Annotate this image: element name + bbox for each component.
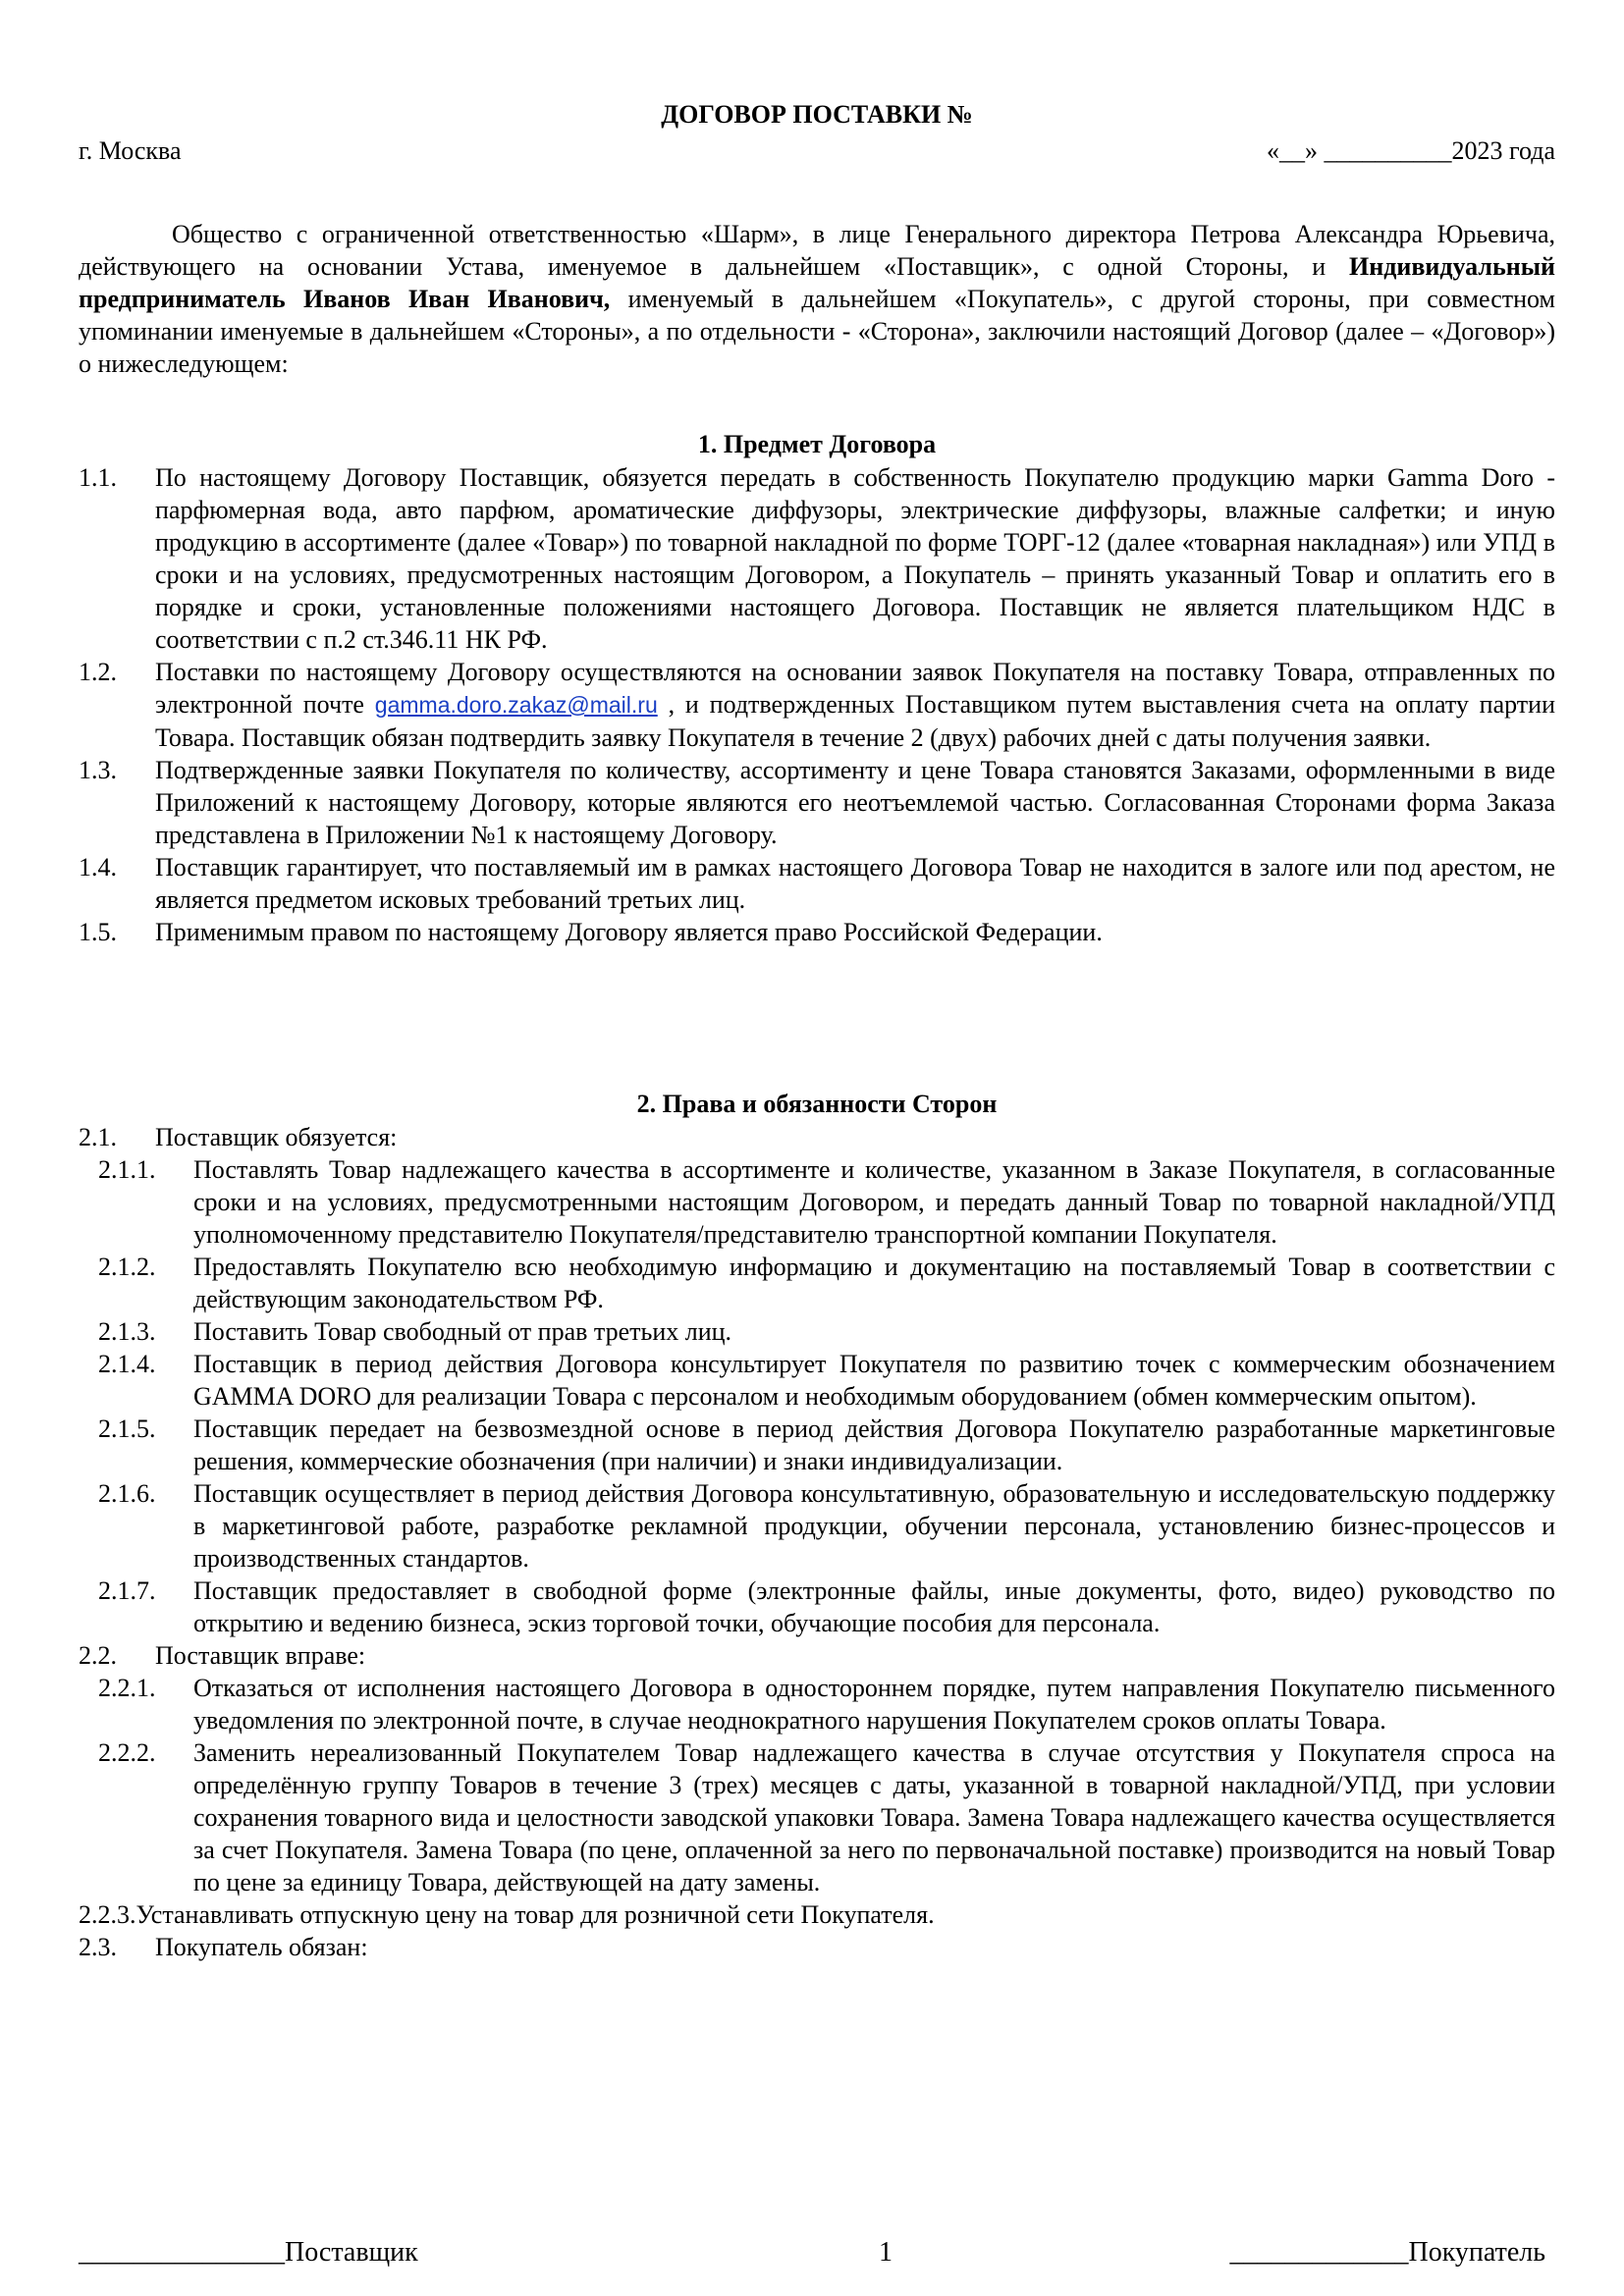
clause-text: Предоставлять Покупателю всю необходимую информацию и документацию на поставляемый Товар в соответствии с действующим законодательством РФ. [193,1253,1555,1313]
clause-text: Применимым правом по настоящему Договору является право Российской Федерации. [155,918,1103,946]
clause-2-1-2 [79,1251,1555,1315]
clause-2-2-2 [79,1736,1555,1898]
section-1-list [79,461,1555,948]
clause-2-2-3 [79,1898,1555,1931]
section-1-heading: 1. Предмет Договора [697,430,937,458]
clause-number: 2.1.4. [98,1350,156,1378]
intro-text-2: именуемый в дальнейшем «Покупатель», с другой стороны, при совместном упоминании именуемые в дальнейшем «Стороны», а по отдельности - «Сторона», заключили настоящий Договор (далее – «Договор») о нижеследующем: [79,285,1555,378]
clause-text [155,656,1555,754]
clause-1-2 [79,656,1555,754]
clause-number: 2.2.3. [79,1900,136,1929]
clause-number: 2.2.1. [98,1674,156,1702]
section-2-list [79,1121,1555,1963]
email-link[interactable]: gamma.doro.zakaz@mail.ru [374,692,658,718]
clause-text: Поставщик осуществляет в период действия Договора консультативную, образовательную и исследовательскую поддержку в маркетинговой работе, разработке рекламной продукции, обучении персонала, установлению бизнес-процессов и производственных стандартов. [193,1479,1555,1573]
clause-text: Поставить Товар свободный от прав третьих лиц. [193,1317,732,1346]
clause-number: 2.2. [79,1641,117,1670]
document-title: ДОГОВОР ПОСТАВКИ № [661,100,973,129]
clause-2-2 [79,1639,1555,1672]
clause-text: Поставщик вправе: [155,1641,366,1670]
contract-city: г. Москва [79,136,182,165]
clause-text: По настоящему Договору Поставщик, обязуется передать в собственность Покупателю продукцию марки Gamma Doro - парфюмерная вода, авто парфюм, ароматические диффузоры, электрические диффузоры, влажные салфетки; и иную продукцию в ассортименте (далее «Товар») по товарной накладной по форме ТОРГ-12 (далее «товарная накладная») или УПД в сроки и на условиях, предусмотренных настоящим Договором, а Покупатель – принять указанный Товар и оплатить его в порядке и сроки, установленные положениями настоящего Договора. Поставщик не является плательщиком НДС в соответствии с п.2 ст.346.11 НК РФ. [155,463,1555,654]
contract-date: «__» __________2023 года [1266,136,1555,165]
clause-number: 1.4. [79,853,117,881]
intro-text-1: Общество с ограниченной ответственностью «Шарм», в лице Генерального директора Петрова Александра Юрьевича, действующего на основании Устава, именуемое в дальнейшем «Поставщик», с одной Стороны, и [79,220,1555,281]
clause-2-1-3 [79,1315,1555,1348]
clause-number: 1.1. [79,463,117,492]
clause-text: Подтвержденные заявки Покупателя по количеству, ассортименту и цене Товара становятся Заказами, оформленными в виде Приложений к настоящему Договору, которые являются его неотъемлемой частью. Согласованная Сторонами форма Заказа представлена в Приложении №1 к настоящему Договору. [155,756,1555,849]
clause-2-1-5 [79,1413,1555,1477]
clause-number: 2.1.2. [98,1253,156,1281]
clause-text-part: , и подтвержденных Поставщиком путем выставления счета на оплату партии Товара. Поставщик обязан подтвердить заявку Покупателя в течение 2 (двух) рабочих дней с даты получения заявки. [155,690,1555,752]
page-number: 1 [879,2237,893,2268]
clause-number: 2.1.5. [98,1415,156,1443]
clause-text-part: Поставки по настоящему Договору осуществляются на основании заявок Покупателя на поставку Товара, отправленных по электронной почте [155,658,1555,719]
clause-2-2-1 [79,1672,1555,1736]
clause-2-1-4 [79,1348,1555,1413]
clause-text: Поставщик передает на безвозмездной основе в период действия Договора Покупателю разработанные маркетинговые решения, коммерческие обозначения (при наличии) и знаки индивидуализации. [193,1415,1555,1475]
clause-text: Поставщик гарантирует, что поставляемый им в рамках настоящего Договора Товар не находится в залоге или под арестом, не является предметом исковых требований третьих лиц. [155,853,1555,914]
clause-1-3 [79,754,1555,851]
clause-number: 2.2.2. [98,1738,156,1767]
clause-1-4 [79,851,1555,916]
section-2-heading: 2. Права и обязанности Сторон [636,1090,998,1118]
clause-2-3 [79,1931,1555,1963]
clause-number: 2.1. [79,1123,117,1151]
clause-text: Отказаться от исполнения настоящего Договора в одностороннем порядке, путем направления Покупателю письменного уведомления по электронной почте, в случае неоднократного нарушения Покупателем сроков оплаты Товара. [193,1674,1555,1735]
clause-text: Поставщик предоставляет в свободной форме (электронные файлы, иные документы, фото, видео) руководство по открытию и ведению бизнеса, эскиз торговой точки, обучающие пособия для персонала. [193,1576,1555,1637]
intro-buyer-name: Индивидуальный предприниматель Иванов Иван Иванович, [79,252,1555,313]
clause-text: Поставщик обязуется: [155,1123,398,1151]
clause-number: 1.3. [79,756,117,784]
clause-2-1-1 [79,1153,1555,1251]
clause-text: Покупатель обязан: [155,1933,368,1961]
clause-number: 2.1.7. [98,1576,156,1605]
clause-number: 2.1.6. [98,1479,156,1508]
clause-number: 1.5. [79,918,117,946]
clause-text: Заменить нереализованный Покупателем Товар надлежащего качества в случае отсутствия у Покупателя спроса на определённую группу Товаров в течение 3 (трех) месяцев с даты, указанной в товарной накладной/УПД, при условии сохранения товарного вида и целостности заводской упаковки Товара. Замена Товара надлежащего качества осуществляется за счет Покупателя. Замена Товара (по цене, оплаченной за него по первоначальной поставке) производится на новый Товар по цене за единицу Товара, действующей на дату замены. [193,1738,1555,1896]
clause-number: 2.1.1. [98,1155,156,1184]
clause-2-1-6 [79,1477,1555,1575]
clause-1-1 [79,461,1555,656]
clause-1-5 [79,916,1555,948]
supplier-signature-line: _______________Поставщик [79,2237,418,2268]
clause-number: 2.3. [79,1933,117,1961]
clause-text: Устанавливать отпускную цену на товар для розничной сети Покупателя. [135,1900,935,1929]
buyer-signature-line: _____________Покупатель [1229,2237,1545,2268]
clause-number: 1.2. [79,658,117,686]
clause-2-1-7 [79,1575,1555,1639]
intro-paragraph [79,218,1555,380]
clause-text: Поставлять Товар надлежащего качества в ассортименте и количестве, указанном в Заказе Покупателя, в согласованные сроки и на условиях, предусмотренными настоящим Договором, и передать данный Товар по товарной накладной/УПД уполномоченному представителю Покупателя/представителю транспортной компании Покупателя. [193,1155,1555,1249]
clause-2-1 [79,1121,1555,1153]
clause-text: Поставщик в период действия Договора консультирует Покупателя по развитию точек с коммерческим обозначением GAMMA DORO для реализации Товара с персоналом и необходимым оборудованием (обмен коммерческим опытом). [193,1350,1555,1411]
clause-number: 2.1.3. [98,1317,156,1346]
